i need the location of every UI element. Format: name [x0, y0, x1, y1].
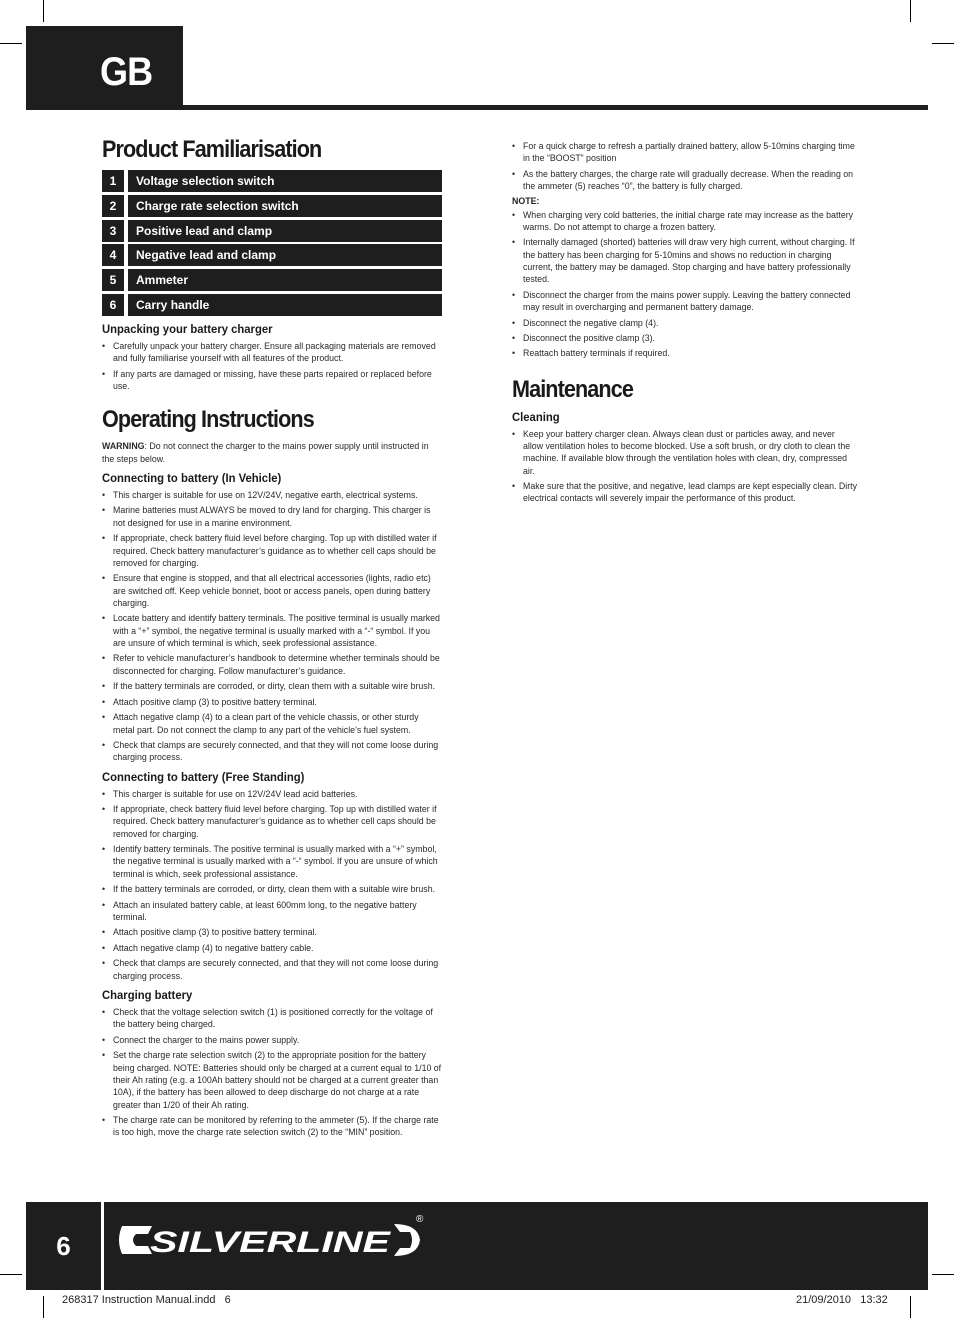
charging-list: [102, 1006, 442, 1139]
crop-mark: [932, 1274, 954, 1275]
free-standing-heading: Connecting to battery (Free Standing): [102, 769, 305, 784]
list-item: • Attach positive clamp (3) to positive battery terminal.: [102, 926, 442, 938]
list-item: • The charge rate can be monitored by referring to the ammeter (5). If the charge rate is too high, move the charge rate selection switch (2) to the “MIN” position.: [102, 1114, 442, 1139]
part-row: [102, 269, 442, 291]
part-number: 4: [102, 244, 124, 266]
list-item: • Attach negative clamp (4) to negative battery cable.: [102, 942, 442, 954]
list-item: • Attach positive clamp (3) to positive battery terminal.: [102, 696, 442, 708]
page-number: 6: [56, 1230, 71, 1261]
part-label: Charge rate selection switch: [128, 195, 442, 217]
date-info: 21/09/2010 13:32: [796, 1294, 888, 1306]
list-item: • When charging very cold batteries, the initial charge rate may increase as the battery warms. Do not attempt to charge a frozen battery.: [512, 209, 857, 234]
list-item: • Check that the voltage selection switch (1) is positioned correctly for the voltage of the battery being charged.: [102, 1006, 442, 1031]
list-item: • Locate battery and identify battery terminals. The positive terminal is usually marked with a “+” symbol, the negative terminal is usually marked with a “-“ symbol. If you are unsure of which terminal is which, seek professional assistance.: [102, 612, 442, 649]
list-item: • Connect the charger to the mains power supply.: [102, 1034, 442, 1046]
part-label: Ammeter: [128, 269, 442, 291]
maintenance-title: Maintenance: [512, 375, 633, 403]
list-item: • Internally damaged (shorted) batteries will draw very high current, without charging. If the battery has been charging for 5-10mins and shows no reduction in charging current, the battery may be damaged. Stop charging and have battery professionally tested.: [512, 236, 857, 285]
list-item: • Check that clamps are securely connected, and that they will not come loose during charging process.: [102, 739, 442, 764]
list-item: • Disconnect the negative clamp (4).: [512, 317, 857, 329]
list-item: • This charger is suitable for use on 12V/24V lead acid batteries.: [102, 788, 442, 800]
part-label: Carry handle: [128, 294, 442, 316]
crop-mark: [932, 43, 954, 44]
crop-mark: [43, 0, 44, 22]
file-info: 268317 Instruction Manual.indd 6: [62, 1294, 231, 1306]
charging-heading: Charging battery: [102, 988, 193, 1003]
list-item: • Make sure that the positive, and negative, lead clamps are kept especially clean. Dirty electrical contacts will severely impair the performance of this product.: [512, 480, 857, 505]
language-code: GB: [100, 50, 153, 94]
crop-mark: [910, 1296, 911, 1318]
in-vehicle-heading: Connecting to battery (In Vehicle): [102, 470, 282, 485]
unpacking-heading: Unpacking your battery charger: [102, 321, 273, 336]
list-item: • For a quick charge to refresh a partially drained battery, allow 5-10mins charging time in the “BOOST” position: [512, 140, 857, 165]
left-column: [102, 136, 442, 1142]
charging-continued-list: [512, 140, 857, 192]
part-row: [102, 220, 442, 242]
cleaning-list: [512, 428, 857, 505]
part-row: [102, 170, 442, 192]
brand-wordmark: SILVERLINE: [150, 1226, 392, 1259]
list-item: • This charger is suitable for use on 12V/24V, negative earth, electrical systems.: [102, 489, 442, 501]
operating-instructions-title: Operating Instructions: [102, 406, 314, 434]
list-item: • Attach negative clamp (4) to a clean part of the vehicle chassis, or other sturdy metal part. Do not connect the clamp to any part of the vehicle’s fuel system.: [102, 711, 442, 736]
list-item: • Disconnect the charger from the mains power supply. Leaving the battery connected may result in overcharging and permanent battery damage.: [512, 289, 857, 314]
silverline-logo: [118, 1212, 428, 1268]
part-row: [102, 294, 442, 316]
list-item: • If any parts are damaged or missing, have these parts repaired or replaced before use.: [102, 368, 442, 393]
notes-list: [512, 209, 857, 360]
part-label: Voltage selection switch: [128, 170, 442, 192]
list-item: • Refer to vehicle manufacturer’s handbook to determine whether terminals should be disconnected for charging. Follow manufacturer’s guidance.: [102, 652, 442, 677]
parts-list: [102, 170, 442, 316]
part-row: [102, 244, 442, 266]
product-familiarisation-title: Product Familiarisation: [102, 136, 322, 163]
part-number: 3: [102, 220, 124, 242]
list-item: • Attach an insulated battery cable, at least 600mm long, to the negative battery terminal.: [102, 899, 442, 924]
list-item: • If the battery terminals are corroded, or dirty, clean them with a suitable wire brush.: [102, 883, 442, 895]
part-number: 1: [102, 170, 124, 192]
crop-mark: [0, 43, 22, 44]
crop-mark: [0, 1274, 22, 1275]
crop-mark: [43, 1296, 44, 1318]
part-number: 5: [102, 269, 124, 291]
cleaning-heading: Cleaning: [512, 409, 560, 424]
list-item: • Ensure that engine is stopped, and that all electrical accessories (lights, radio etc) are switched off. Keep vehicle bonnet, boot or access panels, open during battery charging.: [102, 572, 442, 609]
list-item: • Carefully unpack your battery charger. Ensure all packaging materials are removed and fully familiarise yourself with all features of the product.: [102, 340, 442, 365]
list-item: • If appropriate, check battery fluid level before charging. Top up with distilled water if required. Check battery manufacturer’s guidance as to whether cell caps should be removed for charging.: [102, 803, 442, 840]
registered-mark: ®: [416, 1214, 424, 1225]
header-rule: [183, 105, 928, 110]
list-item: • Marine batteries must ALWAYS be moved to dry land for charging. This charger is not designed for use in a marine environment.: [102, 504, 442, 529]
list-item: • If the battery terminals are corroded, or dirty, clean them with a suitable wire brush.: [102, 680, 442, 692]
note-label: NOTE:: [512, 195, 540, 206]
list-item: • If appropriate, check battery fluid level before charging. Top up with distilled water if required. Check battery manufacturer’s guidance as to whether cell caps should be removed for charging.: [102, 532, 442, 569]
free-standing-list: [102, 788, 442, 982]
in-vehicle-list: [102, 489, 442, 764]
list-item: • Set the charge rate selection switch (2) to the appropriate position for the battery being charged. NOTE: Batteries should only be charged at a current equal to 1/10 of their Ah rating (e.g. a 100Ah battery should not be charged at a current greater than 10A), if the battery has been allowed to deep discharge do not charge at a rate greater than 1/20 of their Ah rating.: [102, 1049, 442, 1110]
crop-mark: [910, 0, 911, 22]
part-number: 6: [102, 294, 124, 316]
list-item: • Disconnect the positive clamp (3).: [512, 332, 857, 344]
list-item: • Keep your battery charger clean. Always clean dust or particles away, and never allow ventilation holes to become blocked. Use a soft brush, or dry cloth to clean the machine. If available blow through the ventilation holes with clean, dry, compressed air.: [512, 428, 857, 477]
warning-text: : Do not connect the charger to the mains power supply until instructed in the steps below.: [102, 441, 429, 464]
list-item: • Check that clamps are securely connected, and that they will not come loose during charging process.: [102, 957, 442, 982]
part-label: Negative lead and clamp: [128, 244, 442, 266]
part-row: [102, 195, 442, 217]
footer-divider: [101, 1202, 104, 1290]
part-number: 2: [102, 195, 124, 217]
list-item: • Identify battery terminals. The positive terminal is usually marked with a “+” symbol, the negative terminal is usually marked with a “-“ symbol. If you are unsure of which terminal is which, seek professional assistance.: [102, 843, 442, 880]
part-label: Positive lead and clamp: [128, 220, 442, 242]
list-item: • As the battery charges, the charge rate will gradually decrease. When the reading on the ammeter (5) reaches “0”, the battery is fully charged.: [512, 168, 857, 193]
unpacking-list: [102, 340, 442, 392]
warning-paragraph: [102, 440, 442, 465]
list-item: • Reattach battery terminals if required.: [512, 347, 857, 359]
warning-label: WARNING: [102, 441, 145, 452]
right-column: [512, 140, 857, 508]
